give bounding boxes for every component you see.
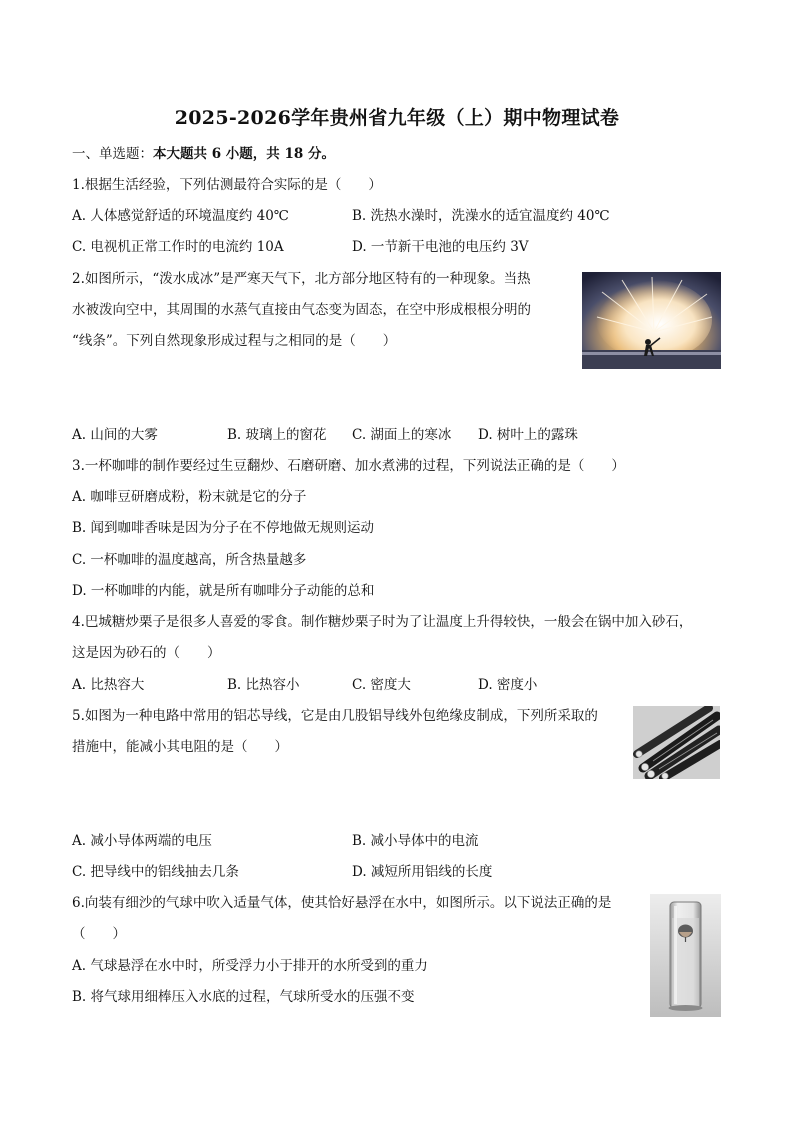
section-prefix: 一、单选题： xyxy=(72,146,153,162)
question-5-option-b: B. 减小导体中的电流 xyxy=(352,833,479,849)
section-description: 本大题共 6 小题，共 18 分。 xyxy=(153,146,335,162)
question-5-option-c: C. 把导线中的铝线抽去几条 xyxy=(72,864,239,880)
question-2-stem-line-1: 2.如图所示，“泼水成冰”是严寒天气下，北方部分地区特有的一种现象。当热 xyxy=(72,271,531,287)
question-4-option-d: D. 密度小 xyxy=(478,677,538,693)
question-5-option-d: D. 减短所用铝线的长度 xyxy=(352,864,493,880)
question-6-option-a: A. 气球悬浮在水中时，所受浮力小于排开的水所受到的重力 xyxy=(72,958,428,974)
question-2-option-d: D. 树叶上的露珠 xyxy=(478,427,578,443)
question-4-stem-line-2: 这是因为砂石的（ ） xyxy=(72,645,221,661)
question-6-option-b: B. 将气球用细棒压入水底的过程，气球所受水的压强不变 xyxy=(72,989,415,1005)
aluminum-wire-photo xyxy=(633,706,720,779)
question-5-stem-line-1: 5.如图为一种电路中常用的铝芯导线，它是由几股铝导线外包绝缘皮制成，下列所采取的 xyxy=(72,708,598,724)
question-4-option-c: C. 密度大 xyxy=(352,677,411,693)
water-to-ice-photo xyxy=(582,272,721,369)
question-1-option-c: C. 电视机正常工作时的电流约 10A xyxy=(72,239,284,255)
section-heading xyxy=(72,145,335,163)
question-6-stem-line-2: （ ） xyxy=(72,926,126,942)
question-5-option-a: A. 减小导体两端的电压 xyxy=(72,833,212,849)
question-4-option-a: A. 比热容大 xyxy=(72,677,145,693)
balloon-in-water-photo xyxy=(650,894,721,1017)
question-1-option-b: B. 洗热水澡时，洗澡水的适宜温度约 40℃ xyxy=(352,208,610,224)
question-3-option-d: D. 一杯咖啡的内能，就是所有咖啡分子动能的总和 xyxy=(72,583,375,599)
question-2-option-b: B. 玻璃上的窗花 xyxy=(227,427,327,443)
question-1-option-d: D. 一节新干电池的电压约 3V xyxy=(352,239,529,255)
question-3-option-c: C. 一杯咖啡的温度越高，所含热量越多 xyxy=(72,552,307,568)
question-1-option-a: A. 人体感觉舒适的环境温度约 40℃ xyxy=(72,208,289,224)
question-4-stem-line-1: 4.巴城糖炒栗子是很多人喜爱的零食。制作糖炒栗子时为了让温度上升得较快，一般会在锅中加入砂石， xyxy=(72,614,693,630)
question-3-stem: 3.一杯咖啡的制作要经过生豆翻炒、石磨研磨、加水煮沸的过程，下列说法正确的是（ ） xyxy=(72,458,625,474)
question-6-stem-line-1: 6.向装有细沙的气球中吹入适量气体，使其恰好悬浮在水中，如图所示。以下说法正确的是 xyxy=(72,895,612,911)
question-5-stem-line-2: 措施中，能减小其电阻的是（ ） xyxy=(72,739,288,755)
question-1-stem: 1.根据生活经验，下列估测最符合实际的是（ ） xyxy=(72,177,382,193)
page-title: 2025-2026学年贵州省九年级（上）期中物理试卷 xyxy=(174,107,620,129)
question-2-stem-line-2: 水被泼向空中，其周围的水蒸气直接由气态变为固态，在空中形成根根分明的 xyxy=(72,302,531,318)
question-2-option-c: C. 湖面上的寒冰 xyxy=(352,427,452,443)
question-3-option-b: B. 闻到咖啡香味是因为分子在不停地做无规则运动 xyxy=(72,520,375,536)
question-2-option-a: A. 山间的大雾 xyxy=(72,427,158,443)
question-4-option-b: B. 比热容小 xyxy=(227,677,300,693)
question-2-stem-line-3: “线条”。下列自然现象形成过程与之相同的是（ ） xyxy=(72,333,397,349)
question-3-option-a: A. 咖啡豆研磨成粉，粉末就是它的分子 xyxy=(72,489,307,505)
